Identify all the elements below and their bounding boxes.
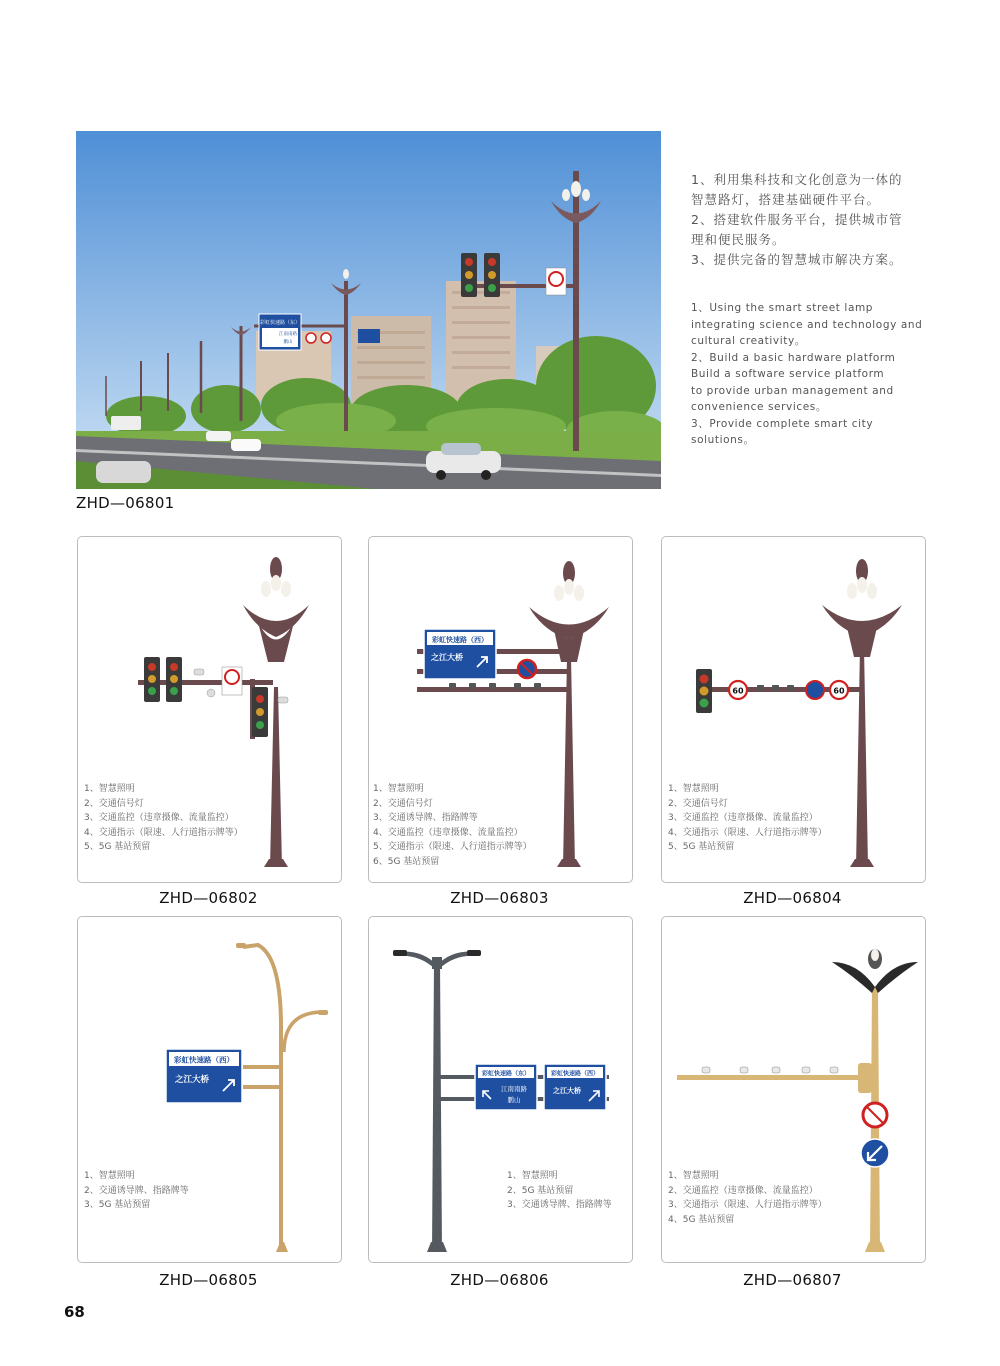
sign-place-name: 鹏山 [507, 1096, 521, 1104]
intro-en-line: Build a software service platform [691, 368, 885, 380]
no-parking-sign-icon [518, 660, 536, 678]
product-card-06803 [368, 536, 633, 883]
product-code: ZHD—06804 [743, 889, 842, 907]
feature-list [668, 782, 827, 855]
traffic-light-icon [144, 657, 268, 737]
intro-cn-line: 2、搭建软件服务平台，提供城市管 [691, 212, 903, 227]
feature-item: 1、智慧照明 [84, 1171, 135, 1181]
sign-place-name: 之江大桥 [174, 1075, 210, 1085]
feature-list [373, 782, 532, 870]
feature-item: 4、5G 基站预留 [668, 1214, 735, 1225]
sign-road-name: 彩虹快速路（西） [550, 1070, 600, 1078]
feature-item: 4、交通指示（限速、人行道指示牌等） [84, 827, 243, 838]
feature-item: 2、交通信号灯 [668, 798, 728, 809]
product-card-06804 [661, 536, 926, 883]
intro-cn-line: 1、利用集科技和文化创意为一体的 [691, 172, 903, 187]
no-horn-sign-icon [806, 681, 824, 699]
feature-item: 2、交通诱导牌、指路牌等 [84, 1185, 189, 1196]
feature-item: 1、智慧照明 [668, 1171, 719, 1181]
intro-en [691, 300, 921, 449]
direction-sign-icon [861, 1139, 889, 1167]
feature-item: 2、交通信号灯 [84, 798, 144, 809]
hero-street-photo [76, 131, 661, 489]
product-code: ZHD—06805 [159, 1271, 258, 1289]
no-horn-sign-icon [863, 1103, 887, 1127]
speed-limit-value: 60 [833, 686, 845, 696]
intro-en-line: to provide urban management and [691, 384, 894, 397]
intro-en-line: 2、Build a basic hardware platform [691, 351, 896, 364]
intro-cn-line: 3、提供完备的智慧城市解决方案。 [691, 252, 903, 267]
hero-sign-left: 江南南路 [279, 332, 297, 337]
product-card-06807 [661, 916, 926, 1263]
feature-list [84, 1169, 189, 1213]
camera-icon [702, 1067, 838, 1073]
feature-list [668, 1169, 827, 1227]
intro-en-line: integrating science and technology and [691, 318, 923, 331]
intro-en-line: cultural creativity。 [691, 335, 806, 347]
product-code: ZHD—06803 [450, 889, 549, 907]
guide-sign-icon [424, 629, 496, 679]
product-code: ZHD—06806 [450, 1271, 549, 1289]
sign-place-name: 之江大桥 [553, 1087, 581, 1095]
feature-item: 1、智慧照明 [373, 784, 424, 794]
sign-place-name: 江南南路 [501, 1085, 527, 1093]
product-code: ZHD—06807 [743, 1271, 842, 1289]
feature-list [84, 782, 243, 855]
no-horn-sign-icon [222, 667, 242, 695]
intro-cn-line: 智慧路灯，搭建基础硬件平台。 [691, 192, 881, 207]
feature-item: 1、智慧照明 [84, 784, 135, 794]
hero-sign-road: 彩虹快速路（东） [259, 320, 301, 326]
product-card-06805 [77, 916, 342, 1263]
street-scene-illustration [76, 131, 661, 489]
speed-limit-value: 60 [732, 686, 744, 696]
product-code: ZHD—06802 [159, 889, 258, 907]
guide-sign-icon [544, 1064, 606, 1110]
intro-en-line: 1、Using the smart street lamp [691, 302, 874, 314]
feature-item: 2、交通监控（违章摄像、流量监控） [668, 1185, 818, 1196]
feature-item: 3、交通诱导牌、指路牌等 [507, 1200, 612, 1211]
intro-en-line: 3、Provide complete smart city [691, 417, 874, 430]
feature-item: 6、5G 基站预留 [373, 856, 440, 867]
intro-en-line: convenience services。 [691, 401, 827, 413]
hero-product-code: ZHD—06801 [76, 494, 175, 512]
sign-road-name: 彩虹快速路（东） [481, 1070, 531, 1078]
page-number: 68 [64, 1303, 85, 1321]
feature-item: 2、5G 基站预留 [507, 1185, 574, 1196]
intro-text [691, 170, 921, 449]
feature-item: 5、5G 基站预留 [84, 842, 151, 853]
feature-item: 2、交通信号灯 [373, 798, 433, 809]
sign-road-name: 彩虹快速路（西） [174, 1055, 234, 1065]
guide-sign-icon [475, 1064, 537, 1110]
feature-item: 3、交通监控（违章摄像、流量监控） [84, 813, 234, 824]
intro-en-line: solutions。 [691, 434, 755, 446]
traffic-light-icon [696, 669, 712, 713]
feature-item: 3、5G 基站预留 [84, 1200, 151, 1211]
feature-item: 3、交通诱导牌、指路牌等 [373, 813, 478, 824]
feature-item: 4、交通指示（限速、人行道指示牌等） [668, 827, 827, 838]
intro-cn-line: 理和便民服务。 [691, 232, 786, 247]
feature-item: 5、5G 基站预留 [668, 842, 735, 853]
intro-cn [691, 170, 921, 270]
camera-icon [757, 685, 794, 691]
feature-list [507, 1169, 612, 1213]
feature-item: 3、交通监控（违章摄像、流量监控） [668, 813, 818, 824]
feature-item: 4、交通监控（违章摄像、流量监控） [373, 827, 523, 838]
feature-item: 3、交通指示（限速、人行道指示牌等） [668, 1200, 827, 1211]
feature-item: 5、交通指示（限速、人行道指示牌等） [373, 842, 532, 853]
guide-sign-icon [166, 1049, 242, 1103]
product-card-06802 [77, 536, 342, 883]
feature-item: 1、智慧照明 [668, 784, 719, 794]
feature-item: 1、智慧照明 [507, 1171, 558, 1181]
sign-place-name: 之江大桥 [431, 653, 463, 662]
hero-sign-right: 鹏山 [283, 340, 293, 345]
sign-road-name: 彩虹快速路（西） [432, 636, 488, 644]
product-card-06806 [368, 916, 633, 1263]
